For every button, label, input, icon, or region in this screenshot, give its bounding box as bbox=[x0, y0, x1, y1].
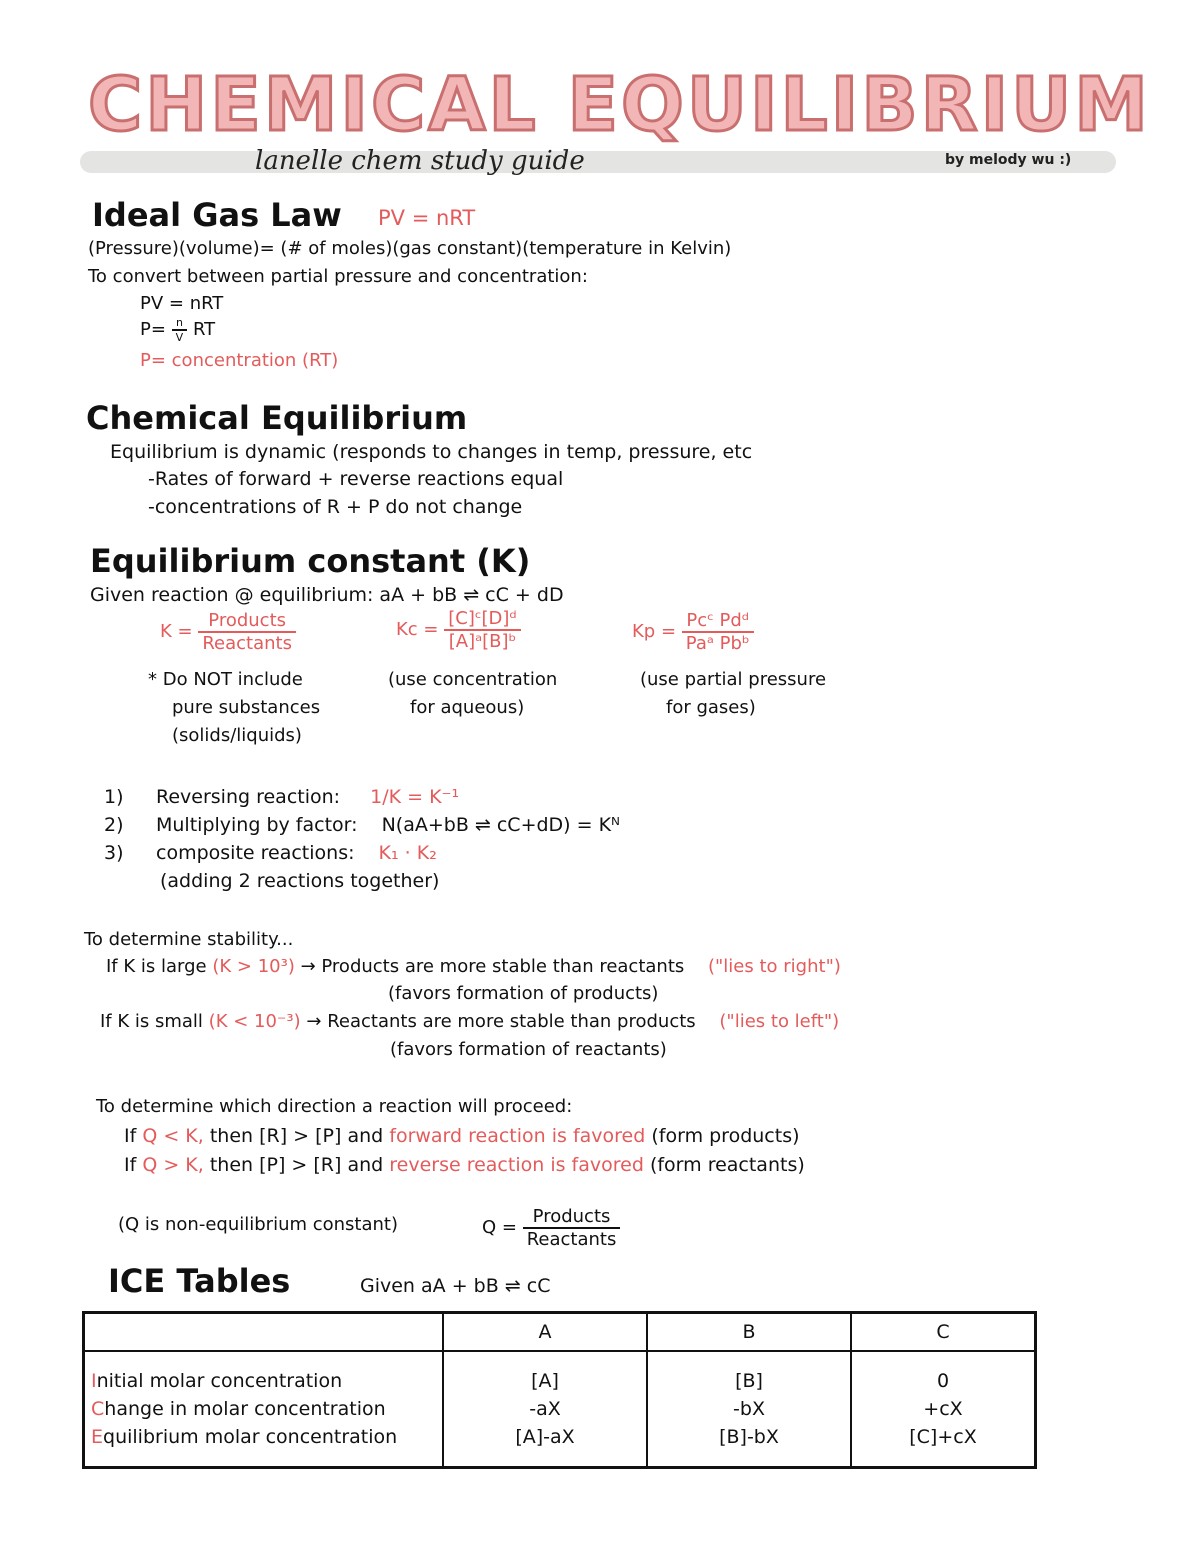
table-cell: [B] bbox=[735, 1369, 763, 1392]
r2-cond: Q > K, bbox=[142, 1154, 204, 1176]
large-result: → Products are more stable than reactants bbox=[300, 956, 685, 977]
r1-end: (form products) bbox=[651, 1125, 800, 1147]
page-title: CHEMICAL EQUILIBRIUM bbox=[88, 62, 1151, 148]
rule-3 bbox=[104, 842, 437, 864]
eq2-fraction bbox=[172, 316, 188, 344]
chem-eq-line2: -Rates of forward + reverse reactions equal bbox=[148, 468, 564, 490]
ideal-gas-definition: (Pressure)(volume)= (# of moles)(gas constant)(temperature in Kelvin) bbox=[88, 238, 732, 259]
rule-1 bbox=[104, 786, 459, 808]
kp-fraction bbox=[682, 610, 754, 654]
kp-den: Paᵃ Pbᵇ bbox=[685, 633, 750, 654]
col-c-cells bbox=[851, 1351, 1036, 1468]
ice-given: Given aA + bB ⇌ cC bbox=[360, 1275, 551, 1297]
r1-cond: Q < K, bbox=[142, 1125, 204, 1147]
ideal-gas-formula: PV = nRT bbox=[378, 206, 476, 230]
q-fraction bbox=[523, 1206, 621, 1250]
note-kp-line: for gases) bbox=[666, 697, 756, 718]
large-cond: (K > 10³) bbox=[212, 956, 295, 977]
table-cell: -bX bbox=[733, 1397, 765, 1420]
rule-formula: K₁ · K₂ bbox=[378, 842, 437, 864]
stability-intro: To determine stability... bbox=[84, 929, 294, 950]
row-letter: I bbox=[91, 1369, 97, 1392]
col-a-cells bbox=[443, 1351, 647, 1468]
stability-large bbox=[106, 956, 841, 977]
convert-intro: To convert between partial pressure and concentration: bbox=[88, 266, 588, 287]
row-letter: E bbox=[91, 1425, 104, 1448]
kp-label: Kp = bbox=[632, 621, 677, 642]
small-quote: ("lies to left") bbox=[719, 1011, 840, 1032]
row-rest: quilibrium molar concentration bbox=[103, 1425, 398, 1448]
k-expression bbox=[160, 610, 296, 654]
column-header: B bbox=[647, 1313, 851, 1351]
eq2-num: n bbox=[172, 316, 188, 331]
k-fraction bbox=[198, 610, 296, 654]
row-rest: hange in molar concentration bbox=[104, 1397, 386, 1420]
note-kp-line: (use partial pressure bbox=[640, 669, 827, 690]
q-num: Products bbox=[523, 1206, 621, 1229]
kc-label: Kc = bbox=[396, 619, 439, 640]
table-cell: [C]+cX bbox=[909, 1425, 977, 1448]
small-if: If K is small bbox=[100, 1011, 203, 1032]
eq2-suffix: RT bbox=[192, 319, 216, 340]
note-k-line: * Do NOT include bbox=[148, 669, 303, 690]
eq2-prefix: P= bbox=[140, 319, 166, 340]
direction-row-2 bbox=[124, 1154, 805, 1176]
table-cell: [A] bbox=[531, 1369, 559, 1392]
r2-end: (form reactants) bbox=[649, 1154, 805, 1176]
note-kp bbox=[640, 666, 826, 722]
rules-note: (adding 2 reactions together) bbox=[160, 870, 440, 892]
note-k-line: pure substances bbox=[172, 697, 321, 718]
stability-small bbox=[100, 1011, 839, 1032]
note-k-line: (solids/liquids) bbox=[172, 725, 302, 746]
stability-small-sub: (favors formation of reactants) bbox=[390, 1039, 667, 1060]
chem-eq-heading: Chemical Equilibrium bbox=[86, 399, 468, 437]
row-labels bbox=[84, 1351, 444, 1468]
ice-heading: ICE Tables bbox=[108, 1262, 291, 1300]
rule-num: 1) bbox=[104, 786, 124, 808]
note-k bbox=[148, 666, 320, 750]
q-den: Reactants bbox=[526, 1229, 617, 1250]
r1-then: then [R] > [P] and bbox=[209, 1125, 384, 1147]
q-expression bbox=[482, 1206, 620, 1250]
ideal-gas-heading: Ideal Gas Law bbox=[92, 196, 342, 234]
q-label: Q = bbox=[482, 1217, 517, 1238]
column-header bbox=[84, 1313, 444, 1351]
table-cell: +cX bbox=[923, 1397, 963, 1420]
kc-fraction bbox=[444, 608, 520, 652]
rule-num: 3) bbox=[104, 842, 124, 864]
r2-then: then [P] > [R] and bbox=[209, 1154, 384, 1176]
kp-num: Pcᶜ Pdᵈ bbox=[682, 610, 754, 633]
r2-red: reverse reaction is favored bbox=[389, 1154, 644, 1176]
chem-eq-line1: Equilibrium is dynamic (responds to changes in temp, pressure, etc bbox=[110, 441, 753, 463]
column-header: A bbox=[443, 1313, 647, 1351]
author: by melody wu :) bbox=[945, 152, 1072, 168]
col-b-cells bbox=[647, 1351, 851, 1468]
eq-constant-heading: Equilibrium constant (K) bbox=[90, 542, 531, 580]
rule-text: composite reactions: bbox=[156, 842, 355, 864]
small-result: → Reactants are more stable than products bbox=[306, 1011, 696, 1032]
q-note: (Q is non-equilibrium constant) bbox=[118, 1214, 399, 1235]
eq-constant-given: Given reaction @ equilibrium: aA + bB ⇌ cC + dD bbox=[90, 584, 564, 606]
table-header-row bbox=[84, 1313, 1036, 1351]
r1-red: forward reaction is favored bbox=[389, 1125, 646, 1147]
k-num: Products bbox=[198, 610, 296, 633]
direction-row-1 bbox=[124, 1125, 800, 1147]
small-cond: (K < 10⁻³) bbox=[208, 1011, 301, 1032]
ideal-gas-eq1: PV = nRT bbox=[140, 293, 224, 314]
note-kc bbox=[388, 666, 557, 722]
row-letter: C bbox=[91, 1397, 105, 1420]
chem-eq-line3: -concentrations of R + P do not change bbox=[148, 496, 523, 518]
rule-text: Reversing reaction: bbox=[156, 786, 341, 808]
table-row bbox=[84, 1351, 1036, 1468]
direction-intro: To determine which direction a reaction will proceed: bbox=[96, 1096, 573, 1117]
row-rest: nitial molar concentration bbox=[96, 1369, 343, 1392]
table-cell: 0 bbox=[936, 1369, 950, 1392]
r1-if: If bbox=[124, 1125, 137, 1147]
ice-table bbox=[82, 1311, 1037, 1469]
table-cell: -aX bbox=[529, 1397, 561, 1420]
rule-formula: N(aA+bB ⇌ cC+dD) = Kᴺ bbox=[381, 814, 621, 836]
row-label bbox=[91, 1395, 436, 1423]
kc-expression bbox=[396, 608, 521, 652]
stability-large-sub: (favors formation of products) bbox=[388, 983, 659, 1004]
large-quote: ("lies to right") bbox=[708, 956, 841, 977]
ideal-gas-eq3: P= concentration (RT) bbox=[140, 350, 339, 371]
column-header: C bbox=[851, 1313, 1036, 1351]
note-kc-line: (use concentration bbox=[388, 669, 558, 690]
rule-2 bbox=[104, 814, 620, 836]
r2-if: If bbox=[124, 1154, 137, 1176]
subtitle: lanelle chem study guide bbox=[255, 146, 585, 176]
kc-num: [C]ᶜ[D]ᵈ bbox=[444, 608, 520, 631]
table-cell: [B]-bX bbox=[719, 1425, 779, 1448]
ideal-gas-eq2 bbox=[140, 316, 215, 344]
kp-expression bbox=[632, 610, 754, 654]
k-den: Reactants bbox=[202, 633, 292, 654]
kc-den: [A]ᵃ[B]ᵇ bbox=[448, 631, 517, 652]
note-kc-line: for aqueous) bbox=[410, 697, 525, 718]
rule-num: 2) bbox=[104, 814, 124, 836]
eq2-den: V bbox=[175, 331, 184, 344]
k-label: K = bbox=[160, 621, 193, 642]
row-label bbox=[91, 1423, 436, 1451]
table-cell: [A]-aX bbox=[515, 1425, 575, 1448]
rule-formula: 1/K = K⁻¹ bbox=[370, 786, 460, 808]
large-if: If K is large bbox=[106, 956, 207, 977]
rule-text: Multiplying by factor: bbox=[156, 814, 358, 836]
row-label bbox=[91, 1367, 436, 1395]
